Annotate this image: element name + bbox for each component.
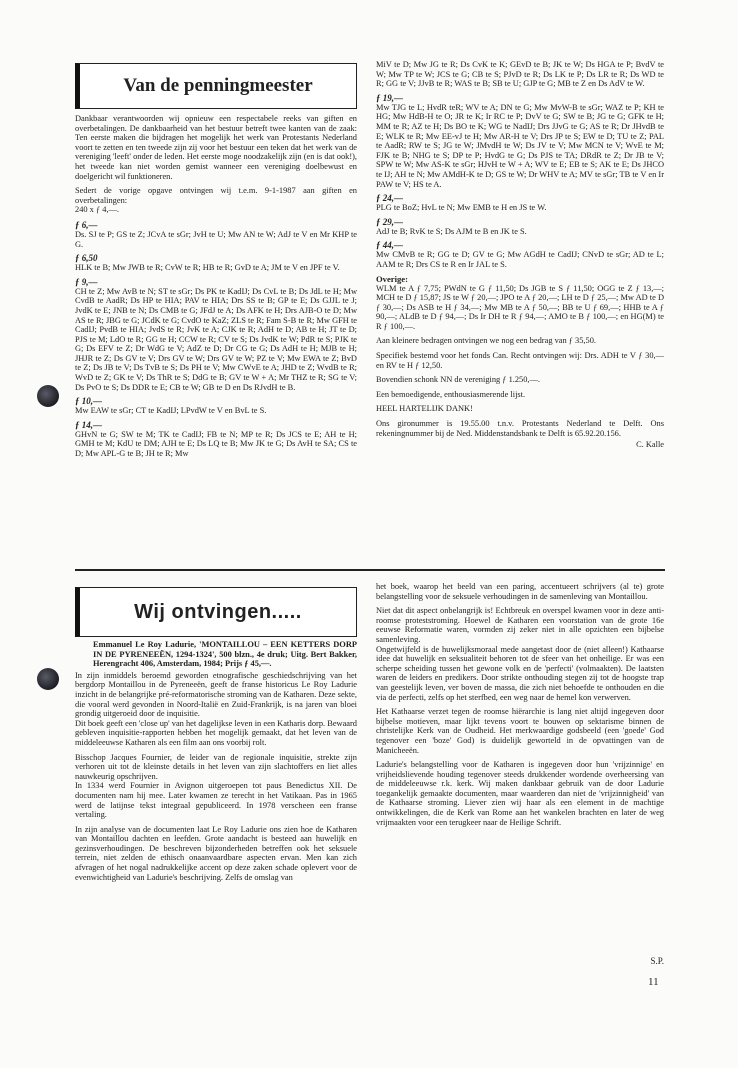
donor-list: Mw CMvB te R; GG te D; GV te G; Mw AGdH te CadIJ; CNvD te sGr; AD te L; AAM te R; Drs CS te R en Ir JAL te S. xyxy=(376,250,664,269)
penningmeester-since: Sedert de vorige opgave ontvingen wij t.e.m. 9-1-1987 aan giften en overbetalingen: xyxy=(75,186,357,205)
penningmeester-count: 240 x ƒ 4,—. xyxy=(75,205,119,215)
donor-list: HLK te B; Mw JWB te R; CvW te R; HB te R; GvD te A; JM te V en JPF te V. xyxy=(75,263,340,273)
amount-heading: ƒ 6,50 xyxy=(75,253,98,264)
punch-hole-top xyxy=(37,385,59,407)
ontvingen-title-box xyxy=(75,587,357,637)
donor-list: PLG te BoZ; HvL te N; Mw EMB te H en JS te W. xyxy=(376,203,547,213)
amount-heading: ƒ 14,— xyxy=(75,419,102,430)
review-paragraph: Ongetwijfeld is de huwelijksmoraal mede aangetast door de (niet alleen!) Kathaarse idee dat huwelijk en seksualiteit behoren tot de sfeer van het onheilige. Er was een scherpe scheiding tussen het gewone volk en de 'perfecti' (volmaakten). De laatsten waren de leiders en predikers. Door strikte onthouding stegen zij tot de hoogste trap van geestelijk leven, ver boven de massa, die zich niet behoefde te onthouden en die via de perfecti, zelfs op het sterfbed, een weg naar de hemel kon verwerven. xyxy=(376,644,664,702)
amount-heading: ƒ 19,— xyxy=(376,92,403,103)
penningmeester-left-column xyxy=(75,114,357,461)
overige-list: WLM te A ƒ 7,75; PWdN te G ƒ 11,50; Ds JGB te S ƒ 11,50; OGG te Z ƒ 13,—; MCH te D ƒ 15,87; JS te W ƒ 20,—; JPO te A ƒ 20,—; LH te D ƒ 25,—; Mw AD te D ƒ 30,—; Ds ASB te H ƒ 34,—; Mw MB te A ƒ 50,—; BB te U ƒ 69,—; HHB te A ƒ 90,—; ALdB te D ƒ 94,—; Ds Ir DH te R ƒ 94,—; AMO te B ƒ 100,—; en HG(M) te R ƒ 100,—. xyxy=(376,283,664,331)
penningmeester-signature: C. Kalle xyxy=(636,440,664,450)
ontvingen-title: Wij ontvingen..... xyxy=(134,600,302,623)
dank: HEEL HARTELIJK DANK! xyxy=(376,404,473,414)
penningmeester-title-box xyxy=(75,63,357,109)
review-paragraph: Dit boek geeft een 'close up' van het dagelijkse leven in een Katharis dorp. Bewaard gebleven inquisitie-rapporten hebben het mogelijk gemaakt, dat het leven van de middeleeuwse Katharen als een film aan ons voorbij rolt. xyxy=(75,718,357,747)
amount-heading: ƒ 9,— xyxy=(75,276,98,287)
penningmeester-intro: Dankbaar verantwoorden wij opnieuw een respectabele reeks van giften en overbetalingen. De dankbaarheid van het bestuur betreft twee kanten van de zaak: Ten eerste maken die bijdragen het mogelijk het werk van Protestants Nederland voort te zetten en ten tweede zijn zij voor het bestuur een teken dat het werk van de vereniging 'leeft' onder de leden. Het eerste moge noodzakelijk zijn (en is dat ook!), het tweede kan niet worden gemist wanneer een vereniging doelbewust en doelgericht wil funktioneren. xyxy=(75,114,357,181)
amount-heading: ƒ 10,— xyxy=(75,396,102,407)
section-divider xyxy=(75,569,665,571)
book-reference: Emmanuel Le Roy Ladurie, 'MONTAILLOU – EEN KETTERS DORP IN DE PYRENEEËN, 1294-1324', 500 blzn., 4e druk; Uitg. Bert Bakker, Herengracht 406, Amsterdam, 1984; Prijs ƒ 45,—. xyxy=(93,640,357,669)
amount-heading: ƒ 6,— xyxy=(75,219,98,230)
penningmeester-title: Van de penningmeester xyxy=(123,75,313,96)
review-paragraph: Niet dat dit aspect onbelangrijk is! Echtbreuk en overspel kwamen voor in deze anti-roomse proteststroming. Hoewel de Katharen een voorstation van de grote 16e eeuwse Reformatie waren, vormden zij zeker niet in alle opzichten een bijbelse samenleving. xyxy=(376,606,664,644)
specifiek-bestemd: Specifiek bestemd voor het fonds Can. Recht ontvingen wij: Drs. ADH te V ƒ 30,— en RV te H ƒ 12,50. xyxy=(376,351,664,370)
page-number: 11 xyxy=(648,976,659,988)
donor-list: Ds. SJ te P; GS te Z; JCvA te sGr; JvH te U; Mw AN te W; AdJ te V en Mr KHP te G. xyxy=(75,229,357,249)
donor-list: CH te Z; Mw AvB te N; ST te sGr; Ds PK te KadIJ; Ds CvL te B; Ds JdL te H; Mw CvdB te AadR; Ds HP te HIA; PAV te HIA; Drs SS te B; GP te E; Ds GJJL te J; JvdK te E; JNB te N; Ds CMB te G; JFdJ te A; Ds AFK te H; Drs AJB-O te D; Mw AS te R; JBG te G; JCdK te G; CvdO te KaZ; ZLS te R; Fam S-B te R; Mw GFH te CadIJ; PvdB te HIA; JvdS te R; JvK te A; CJK te R; AdH te D; AB te H; JT te D; PJS te M; LdO te R; GG te H; CCW te R; CV te S; Ds JvdK te W; PdR te S; PJK te G; Ds EFV te Z; Dr WdG te V; AdZ te D; Dr CG te G; Ds AdH te H; MJB te H; JHJR te Z; Ds GV te V; Drs GV te W; Drs GV te W; PZ te V; Mw EWA te Z; BvD te Z; Ds JB te V; Ds TvB te S; Ds PH te V; Mw CWvE te A; JHD te Z; WvdB te R; WvD te Z; GK te V; Ds ThR te S; DdG te B; GV te W + A; Mr THZ te R; SG te V; Ds PvO te S; Ds DDR te E; CB te W; GB te D en Ds RJvdH te B. xyxy=(75,286,357,392)
amount-heading: ƒ 24,— xyxy=(376,193,403,204)
bovendien: Bovendien schonk NN de vereniging ƒ 1.250,—. xyxy=(376,375,540,385)
amount-heading: ƒ 29,— xyxy=(376,216,403,227)
review-paragraph: Het Kathaarse verzet tegen de roomse hiërarchie is lang niet altijd ingegeven door bijbelse motieven, maar lijkt tevens voort te bouwen op sektarisme binnen de christelijke Kerk van de Oudheid. Het merkwaardige godsbeeld (een 'goede' God tegenover een 'boze' God) is duidelijk geworteld in de opvattingen van de Manicheeën. xyxy=(376,707,664,755)
kleinere-bedragen: Aan kleinere bedragen ontvingen we nog een bedrag van ƒ 35,50. xyxy=(376,336,596,346)
donor-list: Mw EAW te sGr; CT te KadIJ; LPvdW te V en BvL te S. xyxy=(75,406,267,416)
donor-list: AdJ te B; RvK te S; Ds AJM te B en JK te S. xyxy=(376,226,527,236)
penningmeester-right-column xyxy=(376,60,664,455)
ontvingen-right-column xyxy=(376,582,664,832)
giro-info: Ons gironummer is 19.55.00 t.n.v. Protestants Nederland te Delft. Ons rekeningnummer bij de Ned. Middenstandsbank te Delft is 65.92.20.156. xyxy=(376,419,664,438)
donor-list-continued: MiV te D; Mw JG te R; Ds CvK te K; GEvD te B; JK te W; Ds HGA te P; BvdV te W; Mw TP te W; JCS te G; CB te S; PJvD te R; Ds LK te P; Ds LR te R; Ds WD te R; GG te V; JJvB te R; WAS te B; SB te U; GJP te G; MB te Z en Ds AdV te W. xyxy=(376,60,664,89)
bemoedigende-lijst: Een bemoedigende, enthousiasmerende lijst. xyxy=(376,389,526,399)
ontvingen-left-column xyxy=(75,640,357,887)
donor-list: GHvN te G; SW te M; TK te CadIJ; FB te N; MP te R; Ds JCS te E; AH te H; GMH te M; KdU te DM; AJH te E; Ds LQ te B; Mw JK te G; Ds AvH te SA; CS te D; Mw APL-G te B; JH te R; Mw xyxy=(75,429,357,459)
review-paragraph: In zijn analyse van de documenten laat Le Roy Ladurie ons zien hoe de Katharen van Montaillou dachten en leefden. Grote aandacht is besteed aan huwelijk en gezinsverhoudingen. De beschreven bijzonderheden betreffen ook het seksuele terrein, niet zelden de ethisch onaanvaardbare aspecten ervan. Men kan zich afvragen of het nogal nadrukkelijke accent op deze zaken schade oplevert voor de evenwichtigheid van Ladurie's beschrijving. Zelfs de omslag van xyxy=(75,824,357,882)
overige-heading: Overige: xyxy=(376,273,408,284)
review-paragraph: In 1334 werd Fournier in Avignon uitgeroepen tot paus Benedictus XII. De documenten nam hij mee. Later kwamen ze terecht in het Vatikaan. Pas in 1965 werd de latijnse tekst integraal gepubliceerd. In 1978 verscheen een franse vertaling. xyxy=(75,781,357,820)
review-paragraph: Bisschop Jacques Fournier, de leider van de regionale inquisitie, strekte zijn verhoren uit tot de kleinste details in het leven van zijn slachtoffers en liet alles nauwkeurig opschrijven. xyxy=(75,752,357,781)
review-paragraph: het boek, waarop het beeld van een paring, accentueert schrijvers (al te) grote belangstelling voor de seksuele verhoudingen in de samenleving van Montaillou. xyxy=(376,582,664,601)
ontvingen-signature: S.P. xyxy=(650,956,664,966)
donor-list: Mw TJG te L; HvdR teR; WV te A; DN te G; Mw MvW-B te sGr; WAZ te P; KH te HG; Mw HdB-H te O; JR te K; Ir RC te P; DvV te G; SW te B; JG te G; GFK te H; MM te R; AZ te H; Ds BO te K; WG te NadIJ; Drs JJvG te G; AS te R; Dr JHvdB te E; WLK te R; Mw EE-vJ te H; Mw AR-H te V; Drs JP te S; EW te D; TU te Z; PAL te AadR; RW te S; JG te W; JMvdH te W; Ds JV te V; Mw MCN te V; WvE te M; FJK te B; NHG te S; DP te P; HvdG te G; Ds PJS te TA; DRdR te Z; Dr JB te V; SPW te W; Mw AS-K te sGr; HJvH te W + A; WV te E; EB te S; AK te E; Ds JHCO te IJ; AH te N; Mw AMdH-K te D; GS te W; Dr WHV te A; MV te sGr; TB te V en Ir PAW te V; HS te A. xyxy=(376,102,664,189)
punch-hole-bottom xyxy=(37,668,59,690)
review-paragraph: In zijn inmiddels beroemd geworden etnografische geschiedschrijving van het bergdorp Montaillou in de Pyreneeën, geeft de franse historicus Le Roy Ladurie inzicht in de belangrijke pré-reformatorische stroming van de Katharen. Deze sekte, die vooral werd gevonden in Noord-Italië en Zuid-Frankrijk, is na jaren van bloei grondig uitgeroeid door de inquisitie. xyxy=(75,670,357,719)
amount-heading: ƒ 44,— xyxy=(376,240,403,251)
review-paragraph: Ladurie's belangstelling voor de Katharen is ingegeven door hun 'vrijzinnige' en vrijheidslievende houding tegenover steeds drukkender wordende overheersing van de middeleeuwse r.k. kerk. Wij maken dankbaar gebruik van de door Ladurie toegankelijk gemaakte documenten, maar waarderen dan niet de 'vrijzinnigheid' van de Kathaarse stroming. Liever zien wij haar als een element in de machtige ontwikkelingen, die de Kerk van Rome aan het wankelen brachten en later de weg vrijmaakten voor een terugkeer naar de Heilige Schrift. xyxy=(376,760,664,827)
